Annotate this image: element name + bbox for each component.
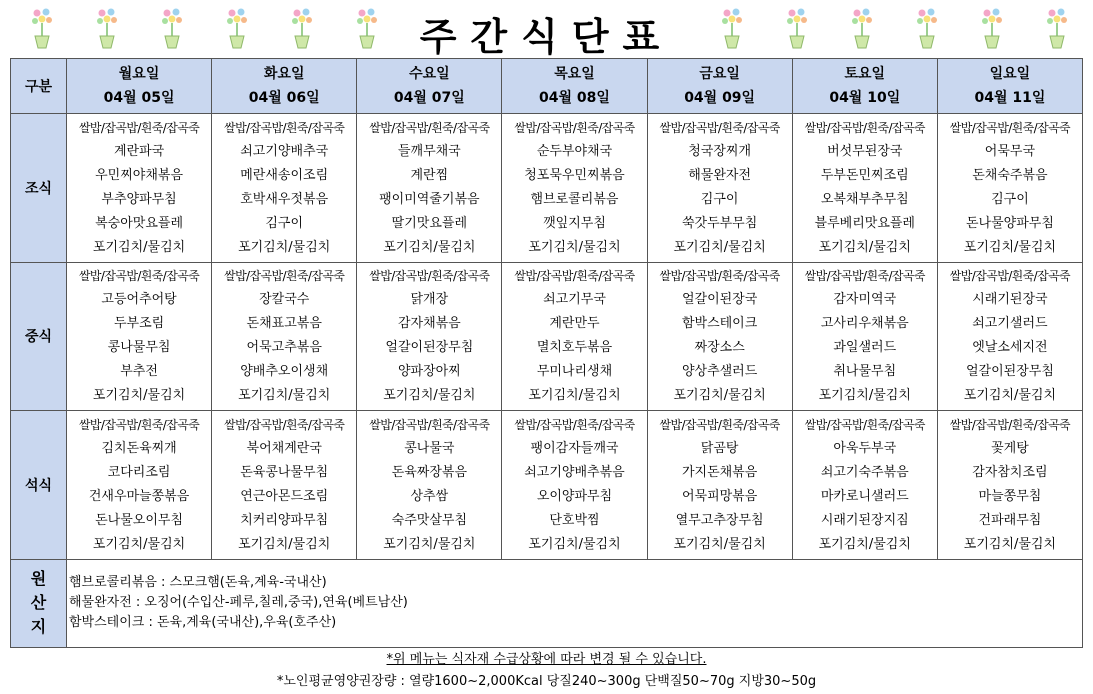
flower-pot-icon (160, 6, 184, 50)
origin-line: 햄브로콜리볶음 : 스모크햄(돈육,계육-국내산) (69, 575, 327, 591)
menu-item: 쌀밥/잡곡밥/흰죽/잡곡죽 (224, 120, 345, 135)
menu-item: 오복채부추무침 (820, 191, 909, 207)
flower-pot-icon (915, 6, 939, 50)
menu-cell (937, 262, 1082, 411)
menu-item: 포기김치/물김치 (92, 388, 186, 404)
origin-label-char: 산 (30, 593, 47, 613)
menu-item: 계란찜 (410, 167, 449, 183)
menu-item: 팽이감자들깨국 (530, 441, 619, 457)
menu-item: 포기김치/물김치 (673, 537, 766, 553)
day-header (502, 59, 647, 114)
menu-item: 돈육짜장볶음 (391, 465, 468, 481)
menu-item: 포기김치/물김치 (528, 239, 621, 255)
menu-cell (937, 411, 1082, 560)
menu-item: 포기김치/물김치 (528, 537, 621, 553)
menu-item: 포기김치/물김치 (963, 388, 1057, 404)
flower-pot-icon (1045, 6, 1069, 50)
menu-item: 가지돈채볶음 (681, 465, 758, 481)
flower-pot-icon (355, 6, 379, 50)
menu-item: 양배추오이생채 (240, 364, 329, 380)
menu-item: 고등어추어탕 (101, 292, 177, 308)
menu-item: 포기김치/물김치 (818, 537, 911, 553)
flower-pot-icon (785, 6, 809, 50)
menu-cell (357, 262, 502, 411)
flower-pot-icon (980, 6, 1004, 50)
flower-pot-icon (30, 6, 54, 50)
menu-item: 쌀밥/잡곡밥/흰죽/잡곡죽 (369, 120, 490, 135)
page-title: 주간식단표 (419, 15, 674, 59)
menu-item: 쌀밥/잡곡밥/흰죽/잡곡죽 (78, 418, 200, 433)
menu-item: 햄브로콜리볶음 (530, 191, 619, 207)
day-date: 04월 11일 (974, 90, 1046, 106)
flower-pot-icon (850, 6, 874, 50)
meal-label: 중식 (11, 262, 67, 411)
origin-line: 함박스테이크 : 돈육,계육(국내산),우육(호주산) (69, 615, 337, 631)
menu-table (10, 58, 1083, 648)
flower-pot-icon (720, 6, 744, 50)
menu-item: 부추전 (120, 364, 158, 380)
menu-item: 포기김치/물김치 (238, 239, 331, 255)
menu-item: 쇠고기무국 (543, 292, 606, 308)
menu-item: 건새우마늘쫑볶음 (88, 489, 190, 505)
menu-cell (67, 114, 212, 263)
menu-item: 포기김치/물김치 (92, 239, 186, 255)
menu-item: 들깨무채국 (397, 143, 461, 159)
menu-item: 호박새우젓볶음 (240, 191, 329, 207)
nutrition-note: *노인평균영양권장량 : 열량1600~2,000Kcal 당질240~300g 단백질50~70g 지방30~50g (276, 674, 817, 689)
menu-item: 고사리우채볶음 (820, 316, 909, 332)
day-name: 수요일 (409, 66, 450, 82)
menu-item: 포기김치/물김치 (383, 388, 476, 404)
flower-pot-icon (95, 6, 119, 50)
day-date: 04월 06일 (248, 90, 320, 106)
day-date: 04월 10일 (829, 90, 901, 106)
menu-item: 어묵무국 (984, 143, 1036, 159)
menu-item: 얼갈이된장국 (681, 292, 758, 308)
menu-item: 쌀밥/잡곡밥/흰죽/잡곡죽 (224, 418, 345, 433)
menu-item: 쌀밥/잡곡밥/흰죽/잡곡죽 (949, 269, 1071, 284)
menu-cell (792, 262, 937, 411)
day-name: 월요일 (118, 66, 160, 82)
origin-info (67, 559, 1083, 647)
menu-cell (647, 262, 792, 411)
menu-item: 버섯무된장국 (827, 143, 903, 159)
menu-item: 열무고추장무침 (675, 513, 764, 529)
menu-item: 단호박찜 (549, 513, 600, 529)
menu-item: 돈채숙주볶음 (972, 167, 1048, 183)
menu-item: 두부조림 (113, 316, 165, 332)
menu-cell (502, 262, 647, 411)
day-name: 토요일 (844, 66, 886, 82)
menu-item: 쌀밥/잡곡밥/흰죽/잡곡죽 (659, 120, 780, 135)
menu-item: 꽃게탕 (991, 441, 1029, 457)
menu-item: 돈나물오이무침 (95, 513, 184, 529)
menu-item: 감자채볶음 (397, 316, 461, 332)
menu-item: 멸치호두볶음 (536, 340, 613, 356)
menu-cell (67, 411, 212, 560)
day-header (792, 59, 937, 114)
menu-item: 청국장찌개 (688, 143, 752, 159)
day-header-row (11, 59, 1083, 114)
menu-item: 상추쌈 (410, 489, 449, 505)
menu-item: 포기김치/물김치 (963, 239, 1057, 255)
day-header (67, 59, 212, 114)
menu-item: 포기김치/물김치 (818, 239, 911, 255)
menu-item: 북어채계란국 (246, 441, 322, 457)
menu-item: 쌀밥/잡곡밥/흰죽/잡곡죽 (804, 120, 925, 135)
menu-item: 장칼국수 (259, 292, 310, 308)
menu-item: 시래기된장국 (972, 292, 1048, 308)
menu-item: 함박스테이크 (681, 316, 758, 332)
menu-item: 쑥갓두부무침 (681, 215, 758, 231)
menu-item: 콩나물무침 (107, 340, 171, 356)
menu-item: 돈채표고볶음 (246, 316, 322, 332)
menu-item: 순두부야채국 (536, 143, 613, 159)
menu-item: 포기김치/물김치 (238, 537, 331, 553)
menu-item: 쌀밥/잡곡밥/흰죽/잡곡죽 (659, 269, 780, 284)
menu-item: 포기김치/물김치 (673, 388, 766, 404)
menu-cell (502, 411, 647, 560)
menu-item: 마카로니샐러드 (820, 489, 909, 505)
menu-cell (792, 114, 937, 263)
menu-item: 감자참치조림 (972, 465, 1048, 481)
menu-item: 해물완자전 (688, 167, 752, 183)
menu-item: 쌀밥/잡곡밥/흰죽/잡곡죽 (949, 418, 1071, 433)
menu-item: 두부돈민찌조림 (820, 167, 909, 183)
day-date: 04월 05일 (103, 90, 175, 106)
menu-item: 양파장아찌 (397, 364, 461, 380)
menu-item: 포기김치/물김치 (963, 537, 1057, 553)
menu-item: 쇠고기양배추볶음 (524, 465, 625, 481)
origin-label-char: 지 (30, 617, 47, 637)
menu-item: 김구이 (265, 215, 304, 231)
menu-item: 포기김치/물김치 (383, 537, 476, 553)
menu-item: 얼갈이된장무침 (385, 340, 474, 356)
menu-cell (792, 411, 937, 560)
menu-item: 쌀밥/잡곡밥/흰죽/잡곡죽 (949, 120, 1071, 135)
menu-item: 포기김치/물김치 (673, 239, 766, 255)
menu-item: 과일샐러드 (833, 340, 897, 356)
menu-cell (502, 114, 647, 263)
menu-item: 시래기된장지짐 (820, 513, 909, 529)
menu-cell (212, 262, 357, 411)
menu-item: 우민찌야채볶음 (95, 167, 184, 183)
menu-cell (937, 114, 1082, 263)
origin-row (11, 559, 1083, 647)
menu-item: 깻잎지무침 (543, 215, 606, 231)
menu-item: 팽이미역줄기볶음 (379, 191, 480, 207)
menu-item: 콩나물국 (404, 441, 455, 457)
origin-label (11, 559, 67, 647)
menu-item: 쌀밥/잡곡밥/흰죽/잡곡죽 (659, 418, 780, 433)
meal-row (11, 411, 1083, 560)
menu-item: 양상추샐러드 (681, 364, 758, 380)
menu-item: 쌀밥/잡곡밥/흰죽/잡곡죽 (78, 269, 200, 284)
menu-item: 닭개장 (410, 292, 449, 308)
menu-item: 어묵피망볶음 (681, 489, 758, 505)
menu-item: 포기김치/물김치 (528, 388, 621, 404)
menu-item: 김구이 (700, 191, 739, 207)
menu-cell (212, 411, 357, 560)
menu-item: 김구이 (991, 191, 1029, 207)
menu-item: 청포묵우민찌볶음 (524, 167, 625, 183)
menu-item: 오이양파무침 (536, 489, 613, 505)
menu-item: 엣날소세지전 (972, 340, 1048, 356)
menu-item: 취나물무침 (833, 364, 897, 380)
menu-item: 감자미역국 (833, 292, 897, 308)
menu-item: 어묵고추볶음 (246, 340, 322, 356)
menu-item: 마늘쫑무침 (978, 489, 1042, 505)
meal-label: 조식 (11, 114, 67, 263)
menu-item: 쌀밥/잡곡밥/흰죽/잡곡죽 (369, 269, 490, 284)
menu-item: 포기김치/물김치 (818, 388, 911, 404)
menu-cell (67, 262, 212, 411)
menu-item: 돈육콩나물무침 (240, 465, 329, 481)
flower-pot-icon (225, 6, 249, 50)
menu-item: 쌀밥/잡곡밥/흰죽/잡곡죽 (804, 418, 925, 433)
menu-item: 계란파국 (113, 143, 165, 159)
menu-item: 짜장소스 (694, 340, 745, 356)
origin-label-char: 원 (30, 569, 47, 589)
day-date: 04월 07일 (393, 90, 465, 106)
menu-item: 닭곰탕 (700, 441, 739, 457)
menu-item: 코다리조림 (107, 465, 171, 481)
day-date: 04월 08일 (539, 90, 610, 106)
menu-item: 포기김치/물김치 (383, 239, 476, 255)
menu-item: 메란새송이조림 (240, 167, 329, 183)
menu-item: 쌀밥/잡곡밥/흰죽/잡곡죽 (78, 120, 200, 135)
menu-item: 얼갈이된장무침 (965, 364, 1054, 380)
menu-item: 쇠고기양배추국 (240, 143, 329, 159)
menu-item: 숙주맛살무침 (391, 513, 468, 529)
menu-item: 쌀밥/잡곡밥/흰죽/잡곡죽 (514, 269, 635, 284)
menu-item: 포기김치/물김치 (238, 388, 331, 404)
day-header (647, 59, 792, 114)
day-name: 목요일 (554, 66, 595, 82)
menu-item: 쌀밥/잡곡밥/흰죽/잡곡죽 (369, 418, 490, 433)
header-label: 구분 (11, 59, 67, 114)
menu-item: 무미나리생채 (536, 364, 613, 380)
menu-change-notice: *위 메뉴는 식자재 수급상황에 따라 변경 될 수 있습니다. (386, 652, 707, 667)
menu-cell (357, 411, 502, 560)
menu-item: 쌀밥/잡곡밥/흰죽/잡곡죽 (514, 418, 635, 433)
menu-item: 복숭아맛요플레 (95, 215, 184, 231)
menu-item: 건파래무침 (978, 513, 1042, 529)
menu-item: 김치돈육찌개 (101, 441, 177, 457)
menu-item: 쌀밥/잡곡밥/흰죽/잡곡죽 (224, 269, 345, 284)
menu-item: 쇠고기샐러드 (972, 316, 1048, 332)
day-header (937, 59, 1082, 114)
day-name: 일요일 (989, 66, 1031, 82)
meal-row (11, 262, 1083, 411)
menu-item: 블루베리맛요플레 (814, 215, 915, 231)
day-name: 금요일 (699, 66, 740, 82)
menu-item: 쌀밥/잡곡밥/흰죽/잡곡죽 (804, 269, 925, 284)
flower-pot-icon (290, 6, 314, 50)
day-header (212, 59, 357, 114)
day-header (357, 59, 502, 114)
menu-item: 부추양파무침 (101, 191, 177, 207)
menu-item: 연근아몬드조림 (240, 489, 329, 505)
origin-line: 해물완자전 : 오징어(수입산-페루,칠레,중국),연육(베트남산) (69, 595, 408, 611)
menu-cell (212, 114, 357, 263)
menu-item: 쇠고기숙주볶음 (820, 465, 909, 481)
menu-item: 돈나물양파무침 (965, 215, 1054, 231)
menu-item: 아욱두부국 (833, 441, 897, 457)
meal-row (11, 114, 1083, 263)
day-date: 04월 09일 (684, 90, 756, 106)
menu-item: 치커리양파무침 (240, 513, 329, 529)
page-header (0, 0, 1093, 59)
menu-cell (357, 114, 502, 263)
meal-label: 석식 (11, 411, 67, 560)
menu-cell (647, 411, 792, 560)
menu-item: 포기김치/물김치 (92, 537, 186, 553)
menu-item: 딸기맛요플레 (391, 215, 468, 231)
menu-item: 쌀밥/잡곡밥/흰죽/잡곡죽 (514, 120, 635, 135)
menu-item: 계란만두 (549, 316, 600, 332)
day-name: 화요일 (263, 66, 305, 82)
menu-cell (647, 114, 792, 263)
